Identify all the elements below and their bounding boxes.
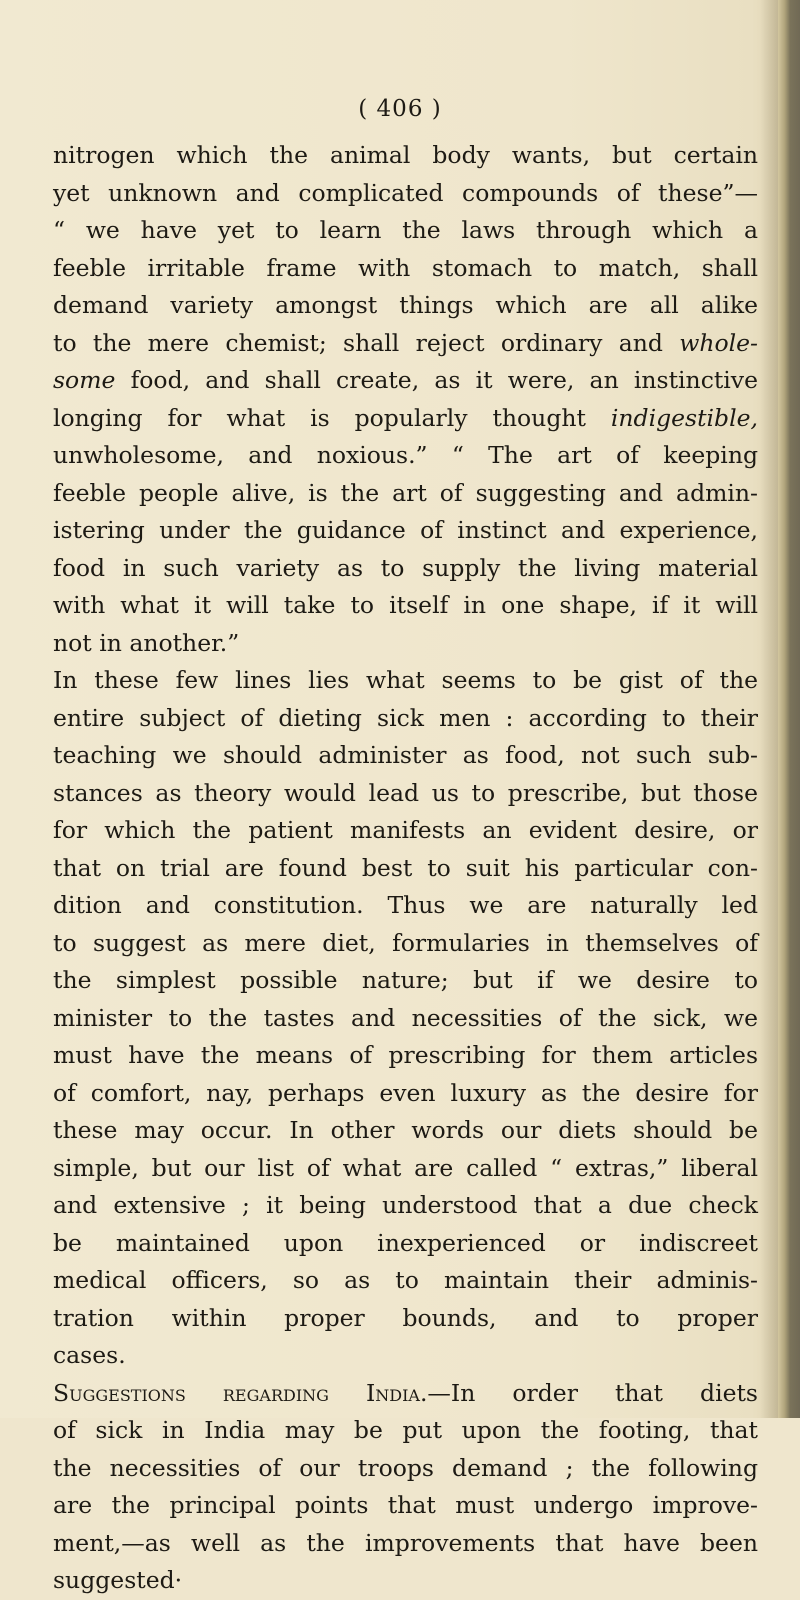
text-line: unwholesome, and noxious.” “ The art of keeping — [53, 441, 758, 469]
text-segment: food, and shall create, as it were, an instinctive — [115, 366, 758, 394]
text-line: minister to the tastes and necessities of the sick, we — [53, 1003, 758, 1032]
text-line: are the principal points that must undergo improve- — [53, 1491, 758, 1519]
text-line: In these few lines lies what seems to be gist of the — [53, 666, 758, 694]
text-line: yet unknown and complicated compounds of these”— — [53, 178, 758, 207]
text-line: food in such variety as to supply the living material — [53, 553, 758, 582]
text-line: of sick in India may be put upon the footing, that — [53, 1416, 758, 1444]
text-line: stances as theory would lead us to prescribe, but those — [53, 778, 758, 807]
text-line: cases. — [53, 1341, 126, 1369]
text-line: of comfort, nay, perhaps even luxury as the desire for — [53, 1078, 758, 1107]
text-line: to suggest as mere diet, formularies in themselves of — [53, 928, 758, 957]
page-number: ( 406 ) — [358, 96, 442, 122]
text-line: medical officers, so as to maintain their adminis- — [53, 1266, 758, 1294]
text-line: nitrogen which the animal body wants, but certain — [53, 141, 758, 169]
text-line: feeble people alive, is the art of suggesting and admin- — [53, 478, 758, 507]
text-segment: longing for what is popularly thought — [53, 403, 611, 432]
text-line: the necessities of our troops demand ; the following — [53, 1453, 758, 1482]
text-segment: Suggestions regarding India. — [53, 1378, 428, 1407]
text-line: that on trial are found best to suit his particular con- — [53, 853, 758, 882]
text-line: ment,—as well as the improvements that have been — [53, 1528, 758, 1557]
text-line — [53, 1375, 758, 1413]
text-line: must have the means of prescribing for them articles — [53, 1041, 758, 1069]
text-line: not in another.” — [53, 628, 240, 657]
text-segment: indigestible, — [610, 403, 758, 432]
text-line: the simplest possible nature; but if we desire to — [53, 966, 758, 994]
text-line — [53, 362, 758, 400]
page-edge-shadow — [760, 0, 778, 1418]
text-line: tration within proper bounds, and to proper — [53, 1303, 758, 1332]
text-line: simple, but our list of what are called “ extras,” liberal — [53, 1153, 758, 1182]
body-text — [53, 137, 758, 1600]
text-line: “ we have yet to learn the laws through which a — [53, 216, 758, 244]
text-line: be maintained upon inexperienced or indiscreet — [53, 1228, 758, 1257]
text-line: and extensive ; it being understood that a due check — [53, 1191, 758, 1219]
text-line: dition and constitution. Thus we are naturally led — [53, 891, 758, 919]
text-line: demand variety amongst things which are all alike — [53, 291, 758, 319]
text-line: these may occur. In other words our diets should be — [53, 1116, 758, 1144]
text-line — [53, 400, 758, 438]
text-segment: whole- — [679, 328, 758, 357]
text-line: feeble irritable frame with stomach to match, shall — [53, 253, 758, 282]
text-line — [53, 325, 758, 363]
text-line: with what it will take to itself in one shape, if it will — [53, 591, 758, 619]
text-line: teaching we should administer as food, not such sub- — [53, 741, 758, 769]
text-line: for which the patient manifests an evident desire, or — [53, 816, 758, 844]
text-line: istering under the guidance of instinct and experience, — [53, 516, 758, 544]
text-segment: —In order that diets — [427, 1378, 758, 1407]
text-line: entire subject of dieting sick men : according to their — [53, 703, 758, 732]
text-segment: to the mere chemist; shall reject ordinary and — [53, 328, 680, 357]
text-segment: some — [53, 366, 116, 394]
text-line: suggested· — [53, 1566, 183, 1594]
page-edge — [778, 0, 800, 1418]
